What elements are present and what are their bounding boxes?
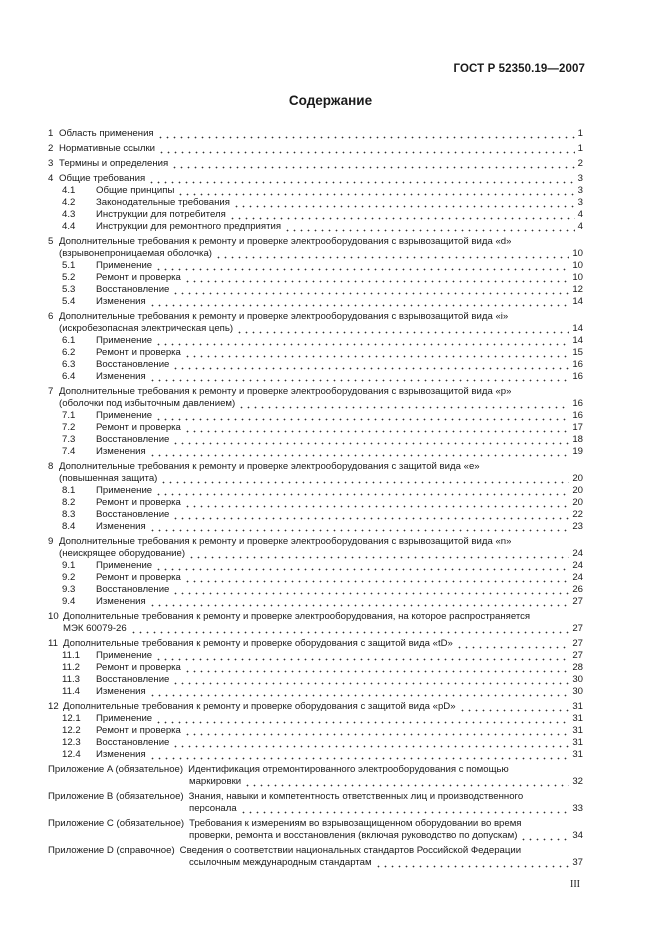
toc-page-number: 16 <box>572 398 583 409</box>
toc-entry-number: 9.2 <box>62 572 76 583</box>
toc-page-number: 19 <box>572 446 583 457</box>
toc-dot-leader <box>240 804 570 814</box>
toc-dot-leader <box>184 423 569 433</box>
toc-page-number: 16 <box>572 359 583 370</box>
toc-entry-text: Инструкции для потребителя <box>96 209 226 220</box>
toc-page-number: 33 <box>572 803 583 814</box>
toc-entry-continuation-text: (неискрящее оборудование) <box>59 548 186 559</box>
toc-entry-number: 4 <box>48 173 54 184</box>
toc-entry-text: Дополнительные требования к ремонту и проверке электрооборудования, на которое распространяется <box>63 611 531 622</box>
toc-page-number: 16 <box>572 371 583 382</box>
toc-dot-leader <box>172 510 569 520</box>
table-of-contents <box>48 128 583 869</box>
toc-page-number: 12 <box>572 284 583 295</box>
toc-entry-text: Ремонт и проверка <box>96 572 181 583</box>
toc-entry-number: 8.3 <box>62 509 76 520</box>
toc-entry-text: Знания, навыки и компетентность ответственных лиц и производственного <box>188 791 524 802</box>
toc-entry-text: Ремонт и проверка <box>96 347 181 358</box>
toc-entry-number: 6.3 <box>62 359 76 370</box>
toc-subsection-entry <box>48 197 583 209</box>
toc-page-number: 24 <box>572 548 583 559</box>
toc-entry-text: Законодательные требования <box>96 197 230 208</box>
toc-entry-number: 6.1 <box>62 335 76 346</box>
toc-page-number: 23 <box>572 521 583 532</box>
toc-entry-continuation-text: МЭК 60079-26 <box>63 623 127 634</box>
toc-page-number: 14 <box>572 323 583 334</box>
toc-entry-continuation <box>48 323 583 335</box>
toc-entry-text: Дополнительные требования к ремонту и проверке электрооборудования с взрывозащитой вида «p» <box>59 386 512 397</box>
toc-entry-number: 9.3 <box>62 584 76 595</box>
toc-entry-text: Восстановление <box>96 674 170 685</box>
toc-entry-first-line <box>48 536 583 548</box>
toc-dot-leader <box>172 738 569 748</box>
toc-entry-continuation-text: проверки, ремонта и восстановления (включая руководство по допускам) <box>189 830 518 841</box>
toc-entry-first-line <box>48 764 583 776</box>
toc-page-number: 1 <box>577 128 583 139</box>
toc-page-number: 20 <box>572 485 583 496</box>
toc-dot-leader <box>284 222 575 232</box>
toc-subsection-entry <box>48 446 583 458</box>
toc-entry-continuation <box>48 398 583 410</box>
toc-entry-text: Изменения <box>96 686 146 697</box>
toc-entry-text: Применение <box>96 650 153 661</box>
toc-page-number: 1 <box>577 143 583 154</box>
page-title: Содержание <box>288 93 373 108</box>
toc-entry-text: Нормативные ссылки <box>59 143 156 154</box>
toc-page-number: 14 <box>572 335 583 346</box>
toc-dot-leader <box>172 360 569 370</box>
toc-subsection-entry <box>48 359 583 371</box>
toc-page-number: 37 <box>572 857 583 868</box>
toc-entry-number: 5.3 <box>62 284 76 295</box>
toc-subsection-entry <box>48 749 583 761</box>
toc-subsection-entry <box>48 422 583 434</box>
toc-entry-text: Сведения о соответствии национальных стандартов Российской Федерации <box>179 845 522 856</box>
toc-entry-continuation <box>48 623 583 635</box>
toc-subsection-entry <box>48 725 583 737</box>
toc-entry-number: 7 <box>48 386 54 397</box>
toc-page-number: 26 <box>572 584 583 595</box>
toc-subsection-entry <box>48 209 583 221</box>
toc-entry-continuation-text: (искробезопасная электрическая цепь) <box>59 323 234 334</box>
toc-entry-text: Применение <box>96 560 153 571</box>
toc-entry-number: 1 <box>48 128 54 139</box>
toc-page-number: 3 <box>577 185 583 196</box>
toc-entry-continuation-text: (взрывонепроницаемая оболочка) <box>59 248 212 259</box>
toc-subsection-entry <box>48 260 583 272</box>
toc-entry-text: Восстановление <box>96 434 170 445</box>
toc-page-number: 30 <box>572 686 583 697</box>
toc-entry-text: Общие принципы <box>96 185 175 196</box>
toc-multiline-entry <box>48 845 583 869</box>
toc-entry-continuation <box>48 857 583 869</box>
toc-dot-leader <box>155 651 569 661</box>
toc-page-number: 17 <box>572 422 583 433</box>
toc-section-entry <box>48 701 583 713</box>
toc-entry-number: 4.4 <box>62 221 76 232</box>
toc-multiline-entry <box>48 764 583 788</box>
toc-subsection-entry <box>48 686 583 698</box>
toc-multiline-entry <box>48 611 583 635</box>
toc-dot-leader <box>155 411 569 421</box>
toc-entry-text: Термины и определения <box>59 158 169 169</box>
toc-dot-leader <box>229 210 575 220</box>
toc-page-number: 15 <box>572 347 583 358</box>
toc-entry-number: 11 <box>48 638 58 649</box>
toc-entry-text: Применение <box>96 410 153 421</box>
toc-entry-text: Ремонт и проверка <box>96 725 181 736</box>
toc-dot-leader <box>172 585 569 595</box>
toc-subsection-entry <box>48 434 583 446</box>
toc-entry-text: Дополнительные требования к ремонту и проверке электрооборудования с взрывозащитой вида «i» <box>59 311 509 322</box>
toc-entry-number: 7.4 <box>62 446 76 457</box>
toc-subsection-entry <box>48 584 583 596</box>
toc-entry-first-line <box>48 386 583 398</box>
toc-entry-first-line <box>48 236 583 248</box>
toc-entry-text: Изменения <box>96 596 146 607</box>
toc-dot-leader <box>184 348 569 358</box>
toc-entry-continuation-text: ссылочным международным стандартам <box>189 857 372 868</box>
toc-page-number: 10 <box>572 272 583 283</box>
toc-dot-leader <box>148 174 574 184</box>
toc-entry-first-line <box>48 791 583 803</box>
toc-entry-number: 7.1 <box>62 410 76 421</box>
toc-entry-number: 6.4 <box>62 371 76 382</box>
toc-page-number: 16 <box>572 410 583 421</box>
toc-entry-text: Область применения <box>59 128 154 139</box>
toc-dot-leader <box>184 726 569 736</box>
toc-entry-number: 11.4 <box>62 686 80 697</box>
toc-page-number: 27 <box>572 623 583 634</box>
toc-page-number: 3 <box>577 173 583 184</box>
toc-entry-number: 4.3 <box>62 209 76 220</box>
toc-subsection-entry <box>48 521 583 533</box>
toc-entry-text: Восстановление <box>96 737 170 748</box>
toc-entry-continuation-text: персонала <box>189 803 237 814</box>
toc-subsection-entry <box>48 272 583 284</box>
toc-entry-continuation <box>48 776 583 788</box>
toc-page-number: 31 <box>572 713 583 724</box>
toc-dot-leader <box>160 474 569 484</box>
toc-entry-continuation <box>48 473 583 485</box>
toc-dot-leader <box>171 159 574 169</box>
toc-entry-number: 9.1 <box>62 560 76 571</box>
toc-entry-text: Применение <box>96 485 153 496</box>
toc-entry-number: 5.4 <box>62 296 76 307</box>
toc-entry-number: 12.1 <box>62 713 81 724</box>
toc-page-number: 30 <box>572 674 583 685</box>
toc-dot-leader <box>236 324 569 334</box>
toc-entry-number: 12.4 <box>62 749 81 760</box>
toc-page-number: 24 <box>572 572 583 583</box>
toc-dot-leader <box>155 261 569 271</box>
toc-page-number: 10 <box>572 260 583 271</box>
toc-subsection-entry <box>48 221 583 233</box>
toc-section-entry <box>48 128 583 140</box>
toc-subsection-entry <box>48 497 583 509</box>
toc-dot-leader <box>172 435 569 445</box>
toc-dot-leader <box>157 129 575 139</box>
toc-page-number: 24 <box>572 560 583 571</box>
toc-subsection-entry <box>48 560 583 572</box>
toc-page-number: 20 <box>572 497 583 508</box>
toc-entry-number: 2 <box>48 143 54 154</box>
toc-dot-leader <box>149 597 570 607</box>
toc-page-number: 31 <box>572 737 583 748</box>
toc-entry-continuation <box>48 803 583 815</box>
toc-multiline-entry <box>48 791 583 815</box>
toc-entry-text: Ремонт и проверка <box>96 422 181 433</box>
toc-entry-number: 3 <box>48 158 54 169</box>
toc-subsection-entry <box>48 737 583 749</box>
toc-subsection-entry <box>48 284 583 296</box>
toc-entry-first-line <box>48 461 583 473</box>
toc-entry-number: 5.1 <box>62 260 76 271</box>
toc-dot-leader <box>184 498 569 508</box>
toc-dot-leader <box>172 285 569 295</box>
toc-entry-number: 11.1 <box>62 650 80 661</box>
toc-entry-first-line <box>48 845 583 857</box>
toc-entry-number: 7.2 <box>62 422 76 433</box>
toc-page-number: 27 <box>572 650 583 661</box>
toc-subsection-entry <box>48 347 583 359</box>
toc-entry-number: 6.2 <box>62 347 76 358</box>
toc-entry-number: 10 <box>48 611 59 622</box>
toc-dot-leader <box>149 522 570 532</box>
toc-entry-number: 8.2 <box>62 497 76 508</box>
toc-entry-number: 8 <box>48 461 54 472</box>
toc-subsection-entry <box>48 713 583 725</box>
toc-subsection-entry <box>48 296 583 308</box>
toc-multiline-entry <box>48 461 583 485</box>
toc-entry-text: Изменения <box>96 749 146 760</box>
toc-subsection-entry <box>48 674 583 686</box>
toc-entry-text: Ремонт и проверка <box>96 497 181 508</box>
toc-entry-text: Дополнительные требования к ремонту и проверке оборудования с защитой вида «pD» <box>63 701 456 712</box>
toc-multiline-entry <box>48 311 583 335</box>
toc-entry-continuation <box>48 830 583 842</box>
toc-entry-text: Идентификация отремонтированного электрооборудования с помощью <box>188 764 509 775</box>
toc-section-entry <box>48 143 583 155</box>
toc-dot-leader <box>149 687 570 697</box>
toc-dot-leader <box>155 486 569 496</box>
toc-dot-leader <box>155 561 569 571</box>
toc-subsection-entry <box>48 509 583 521</box>
toc-multiline-entry <box>48 536 583 560</box>
toc-dot-leader <box>520 831 569 841</box>
toc-page-number: 10 <box>572 248 583 259</box>
toc-entry-number: Приложение A (обязательное) <box>48 764 184 775</box>
toc-subsection-entry <box>48 410 583 422</box>
toc-dot-leader <box>375 858 570 868</box>
toc-entry-number: Приложение B (обязательное) <box>48 791 184 802</box>
toc-entry-text: Применение <box>96 335 153 346</box>
toc-entry-text: Дополнительные требования к ремонту и проверке электрооборудования с взрывозащитой вида «d» <box>59 236 512 247</box>
toc-dot-leader <box>155 714 569 724</box>
toc-entry-number: 5 <box>48 236 54 247</box>
toc-entry-continuation <box>48 548 583 560</box>
toc-page-number: 22 <box>572 509 583 520</box>
toc-page-number: 31 <box>572 749 583 760</box>
toc-entry-text: Изменения <box>96 446 146 457</box>
toc-section-entry <box>48 638 583 650</box>
toc-entry-text: Восстановление <box>96 509 170 520</box>
toc-dot-leader <box>215 249 569 259</box>
toc-page-number: 27 <box>572 596 583 607</box>
toc-page-number: 27 <box>572 638 583 649</box>
toc-dot-leader <box>184 663 569 673</box>
toc-dot-leader <box>177 186 574 196</box>
toc-entry-text: Требования к измерениям во взрывозащищенном оборудовании во время <box>189 818 522 829</box>
toc-subsection-entry <box>48 572 583 584</box>
toc-page-number: 3 <box>577 197 583 208</box>
toc-dot-leader <box>130 624 570 634</box>
toc-dot-leader <box>155 336 569 346</box>
toc-dot-leader <box>149 297 570 307</box>
toc-entry-number: 7.3 <box>62 434 76 445</box>
toc-entry-number: 12 <box>48 701 59 712</box>
toc-page-number: 31 <box>572 701 583 712</box>
toc-dot-leader <box>244 777 569 787</box>
toc-entry-text: Восстановление <box>96 584 170 595</box>
toc-dot-leader <box>233 198 575 208</box>
toc-entry-number: Приложение C (обязательное) <box>48 818 185 829</box>
toc-dot-leader <box>149 447 570 457</box>
toc-entry-number: 4.1 <box>62 185 76 196</box>
toc-subsection-entry <box>48 335 583 347</box>
toc-entry-number: 5.2 <box>62 272 76 283</box>
toc-dot-leader <box>184 573 569 583</box>
toc-entry-text: Восстановление <box>96 284 170 295</box>
toc-dot-leader <box>158 144 575 154</box>
toc-entry-first-line <box>48 818 583 830</box>
toc-entry-continuation-text: (повышенная защита) <box>59 473 158 484</box>
toc-entry-continuation <box>48 248 583 260</box>
toc-multiline-entry <box>48 236 583 260</box>
toc-entry-number: 4.2 <box>62 197 76 208</box>
toc-entry-number: 9.4 <box>62 596 76 607</box>
toc-entry-text: Дополнительные требования к ремонту и проверке оборудования с защитой вида «tD» <box>63 638 453 649</box>
toc-entry-text: Ремонт и проверка <box>96 272 181 283</box>
toc-entry-text: Изменения <box>96 371 146 382</box>
toc-section-entry <box>48 158 583 170</box>
toc-entry-text: Применение <box>96 713 153 724</box>
toc-subsection-entry <box>48 185 583 197</box>
toc-dot-leader <box>172 675 569 685</box>
toc-entry-first-line <box>48 611 583 623</box>
toc-entry-number: Приложение D (справочное) <box>48 845 175 856</box>
toc-page-number: 4 <box>577 209 583 220</box>
toc-dot-leader <box>238 399 569 409</box>
toc-multiline-entry <box>48 386 583 410</box>
document-id: ГОСТ Р 52350.19—2007 <box>453 63 585 75</box>
toc-entry-text: Общие требования <box>59 173 146 184</box>
toc-entry-text: Изменения <box>96 296 146 307</box>
toc-entry-text: Изменения <box>96 521 146 532</box>
toc-dot-leader <box>149 372 570 382</box>
toc-subsection-entry <box>48 596 583 608</box>
page-number: III <box>570 879 580 890</box>
toc-dot-leader <box>456 639 569 649</box>
toc-page-number: 28 <box>572 662 583 673</box>
toc-entry-text: Инструкции для ремонтного предприятия <box>96 221 282 232</box>
toc-entry-number: 8.1 <box>62 485 76 496</box>
toc-entry-number: 6 <box>48 311 54 322</box>
toc-entry-number: 12.3 <box>62 737 81 748</box>
toc-entry-first-line <box>48 311 583 323</box>
toc-dot-leader <box>184 273 569 283</box>
toc-entry-text: Применение <box>96 260 153 271</box>
toc-entry-continuation-text: (оболочки под избыточным давлением) <box>59 398 236 409</box>
toc-entry-number: 11.2 <box>62 662 80 673</box>
toc-dot-leader <box>459 702 570 712</box>
toc-page-number: 32 <box>572 776 583 787</box>
toc-entry-number: 12.2 <box>62 725 81 736</box>
toc-section-entry <box>48 173 583 185</box>
toc-entry-number: 8.4 <box>62 521 76 532</box>
toc-subsection-entry <box>48 371 583 383</box>
toc-multiline-entry <box>48 818 583 842</box>
toc-entry-number: 11.3 <box>62 674 80 685</box>
toc-page-number: 34 <box>572 830 583 841</box>
toc-page-number: 4 <box>577 221 583 232</box>
toc-dot-leader <box>149 750 570 760</box>
toc-page-number: 20 <box>572 473 583 484</box>
toc-dot-leader <box>188 549 569 559</box>
toc-entry-text: Дополнительные требования к ремонту и проверке электрооборудования с защитой вида «e» <box>59 461 480 472</box>
toc-entry-text: Дополнительные требования к ремонту и проверке электрооборудования с взрывозащитой вида «n» <box>59 536 512 547</box>
toc-subsection-entry <box>48 662 583 674</box>
toc-entry-continuation-text: маркировки <box>189 776 242 787</box>
toc-subsection-entry <box>48 485 583 497</box>
toc-entry-text: Восстановление <box>96 359 170 370</box>
toc-page-number: 2 <box>577 158 583 169</box>
toc-entry-text: Ремонт и проверка <box>96 662 181 673</box>
toc-page-number: 18 <box>572 434 583 445</box>
toc-page-number: 31 <box>572 725 583 736</box>
toc-entry-number: 9 <box>48 536 54 547</box>
toc-page-number: 14 <box>572 296 583 307</box>
toc-subsection-entry <box>48 650 583 662</box>
